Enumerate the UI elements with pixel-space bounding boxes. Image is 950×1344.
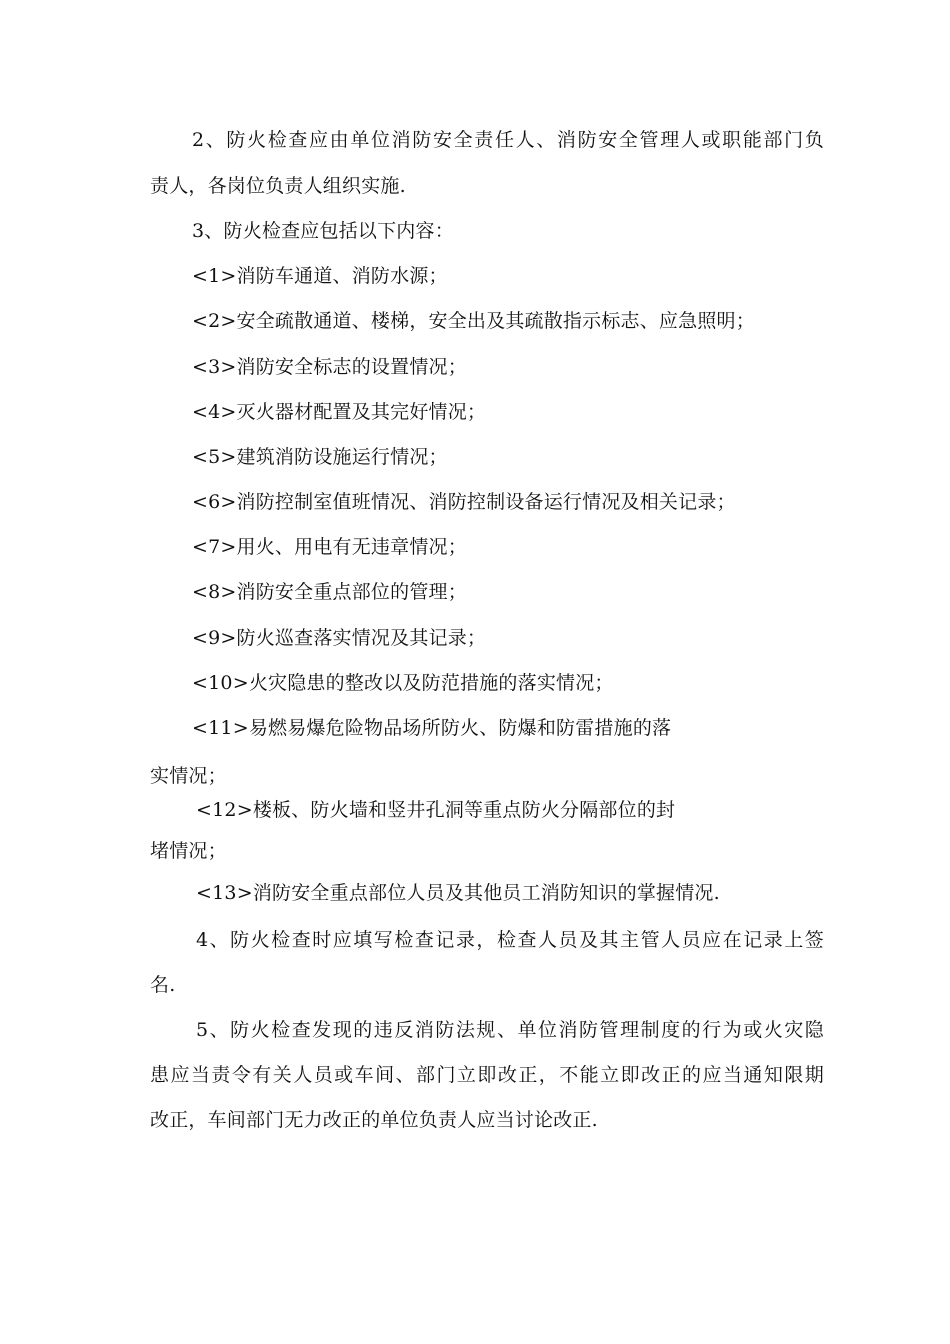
item-5-line-3: 改正，车间部门无力改正的单位负责人应当讨论改正. [150, 1109, 598, 1131]
subitem-8: <8>消防安全重点部位的管理； [192, 581, 467, 603]
subitem-10: <10>火灾隐患的整改以及防范措施的落实情况； [192, 672, 614, 694]
subitem-5: <5>建筑消防设施运行情况； [192, 446, 448, 468]
subitem-1: <1>消防车通道、消防水源； [192, 265, 448, 287]
subitem-2: <2>安全疏散通道、楼梯，安全出及其疏散指示标志、应急照明； [192, 310, 755, 332]
subitem-4: <4>灭火器材配置及其完好情况； [192, 401, 487, 423]
item-5-line-1: 5、防火检查发现的违反消防法规、单位消防管理制度的行为或火灾隐 [196, 1019, 824, 1041]
item-11-line-2: 实情况； [150, 765, 227, 787]
item-11-line-1: <11>易燃易爆危险物品场所防火、防爆和防雷措施的落 [192, 717, 672, 739]
item-12-line-1: <12>楼板、防火墙和竖井孔洞等重点防火分隔部位的封 [196, 799, 676, 821]
subitem-9: <9>防火巡查落实情况及其记录； [192, 627, 487, 649]
subitem-3: <3>消防安全标志的设置情况； [192, 356, 467, 378]
subitem-6: <6>消防控制室值班情况、消防控制设备运行情况及相关记录； [192, 491, 736, 513]
item-4-line-2: 名. [150, 974, 176, 996]
item-4-line-1: 4、防火检查时应填写检查记录，检查人员及其主管人员应在记录上签 [196, 929, 824, 951]
item-12-line-2: 堵情况； [150, 840, 227, 862]
item-2-line-1: 2、防火检查应由单位消防安全责任人、消防安全管理人或职能部门负 [192, 129, 824, 151]
item-13: <13>消防安全重点部位人员及其他员工消防知识的掌握情况. [196, 882, 720, 904]
item-3: 3、防火检查应包括以下内容： [192, 220, 454, 242]
item-2-line-2: 责人，各岗位负责人组织实施. [150, 175, 406, 197]
item-5-line-2: 患应当责令有关人员或车间、部门立即改正，不能立即改正的应当通知限期 [150, 1064, 824, 1086]
subitem-7: <7>用火、用电有无违章情况； [192, 536, 467, 558]
